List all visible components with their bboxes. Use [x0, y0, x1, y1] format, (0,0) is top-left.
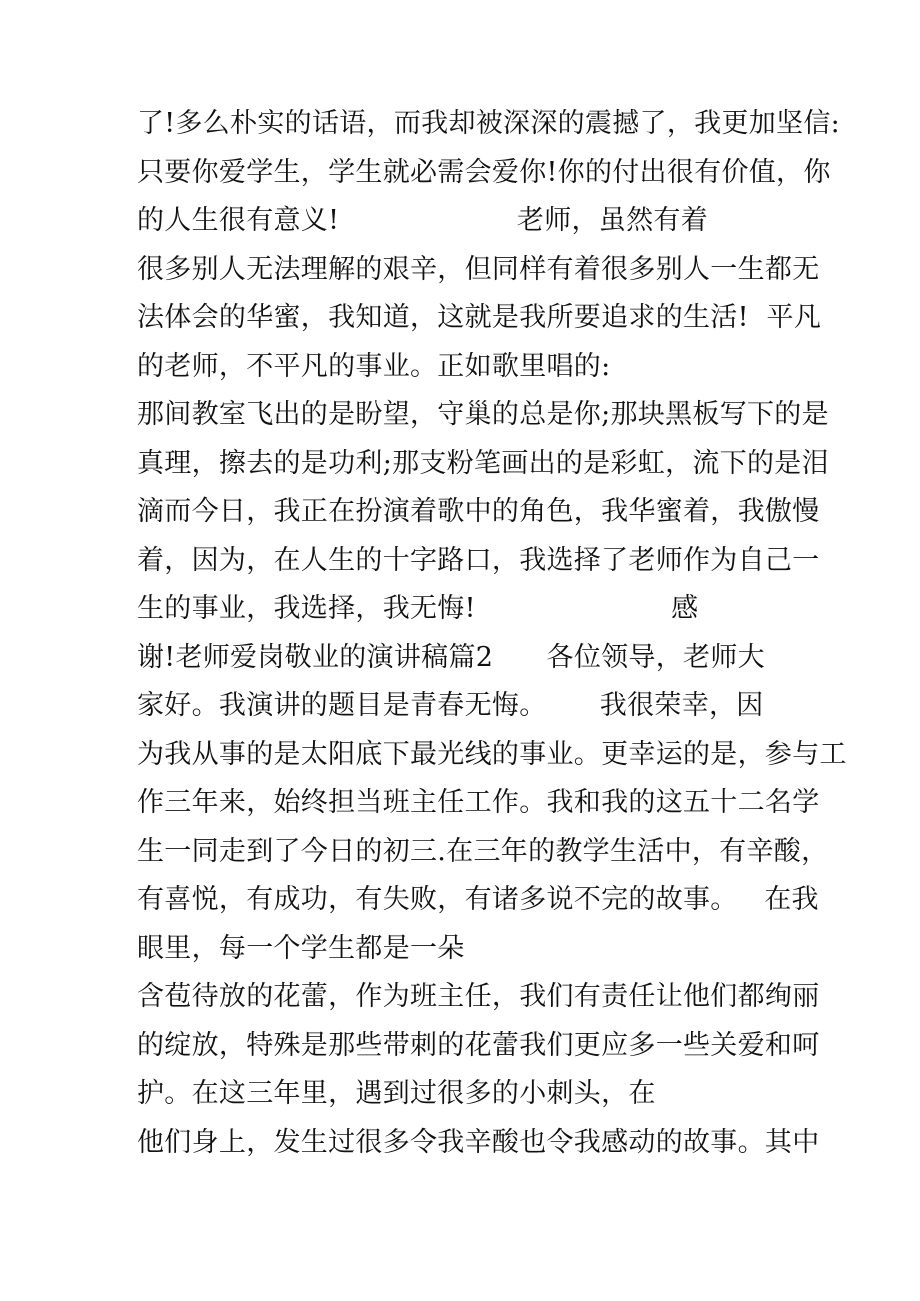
text-line-5: 法体会的华蜜，我知道，这就是我所要追求的生活! 平凡 [137, 302, 822, 333]
text-line-8: 真理，擦去的是功利;那支粉笔画出的是彩虹，流下的是泪 [137, 447, 829, 479]
text-line-9: 滴而今日，我正在扮演着歌中的角色，我华蜜着，我傲慢 [137, 496, 820, 527]
text-line-12: 谢!老师爱岗敬业的演讲稿篇2 各位领导，老师大 [137, 641, 765, 673]
text-line-4: 很多别人无法理解的艰辛，但同样有着很多别人一生都无 [137, 253, 820, 285]
text-line-13: 家好。我演讲的题目是青春无悔。 我很荣幸，因 [137, 690, 764, 721]
text-line-19: 含苞待放的花蕾，作为班主任，我们有责任让他们都绚丽 [137, 981, 820, 1012]
text-line-21: 护。在这三年里，遇到过很多的小刺头，在 [137, 1078, 656, 1109]
text-line-7: 那间教室飞出的是盼望，守巢的总是你;那块黑板写下的是 [137, 399, 829, 430]
text-line-20: 的绽放，特殊是那些带刺的花蕾我们更应多一些关爱和呵 [137, 1029, 820, 1061]
text-line-17: 有喜悦，有成功，有失败，有诸多说不完的故事。 在我 [137, 884, 819, 915]
body-text [137, 100, 847, 1167]
text-line-11: 生的事业，我选择，我无悔! 感 [137, 593, 699, 624]
text-line-16: 生一同走到了今日的初三.在三年的教学生活中，有辛酸， [137, 835, 829, 867]
text-line-22: 他们身上，发生过很多令我辛酸也令我感动的故事。其中 [137, 1126, 820, 1158]
text-line-18: 眼里，每一个学生都是一朵 [137, 932, 465, 964]
text-line-2: 只要你爱学生，学生就必需会爱你!你的付出很有价值，你 [137, 156, 831, 188]
text-line-6: 的老师，不平凡的事业。正如歌里唱的: [137, 350, 611, 382]
text-line-14: 为我从事的是太阳底下最光线的事业。更幸运的是，参与工 [137, 738, 847, 770]
text-line-15: 作三年来，始终担当班主任工作。我和我的这五十二名学 [137, 787, 820, 818]
text-line-10: 着，因为，在人生的十字路口，我选择了老师作为自己一 [137, 544, 820, 576]
text-line-1: 了!多么朴实的话语，而我却被深深的震撼了，我更加坚信: [137, 108, 841, 139]
text-line-3: 的人生很有意义! 老师，虽然有着 [137, 205, 708, 236]
